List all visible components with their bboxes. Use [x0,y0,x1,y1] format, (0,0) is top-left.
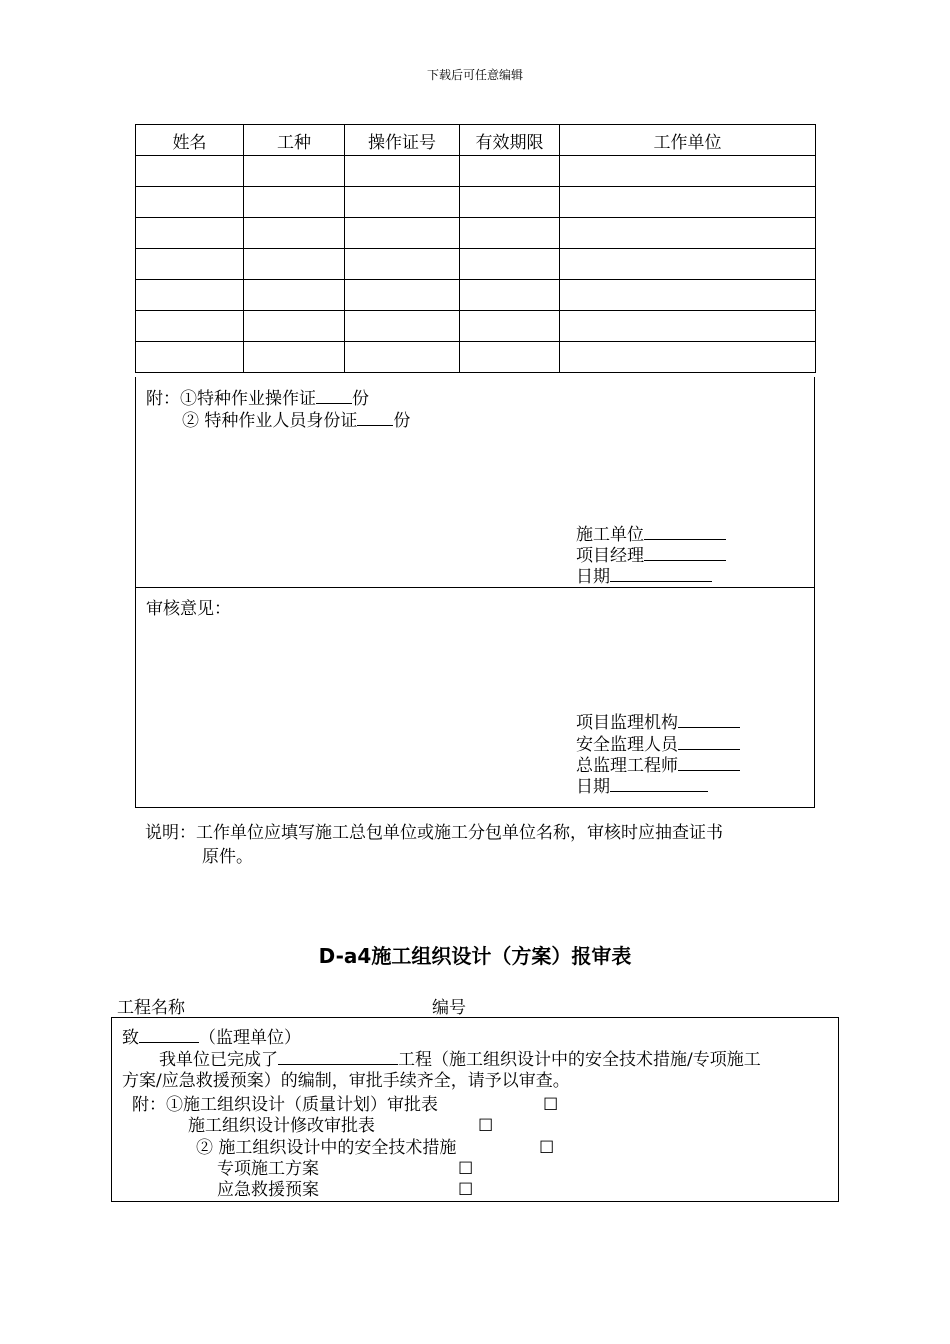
attachment-prefix: 附： [146,389,180,409]
note-prefix: 说明： [145,823,196,843]
table-row [136,280,816,311]
supervision-agency-blank[interactable] [678,711,740,728]
table-cell[interactable] [244,187,345,218]
table-cell[interactable] [460,249,560,280]
id-count-blank[interactable] [357,409,393,426]
table-row [136,156,816,187]
chief-engineer-label: 总监理工程师 [576,756,678,776]
project-blank[interactable] [278,1048,398,1065]
review-date-line [576,775,708,798]
form-attachment-1 [132,1094,438,1116]
addressee-line [122,1026,301,1049]
supervision-unit-blank[interactable] [139,1026,199,1043]
table-cell[interactable] [136,187,244,218]
form-attach-item-4: 专项施工方案 [217,1159,319,1179]
table-cell[interactable] [560,187,816,218]
table-cell[interactable] [560,311,816,342]
note-text-1: 工作单位应填写施工总包单位或施工分包单位名称，审核时应抽查证书 [196,823,723,843]
chief-engineer-line [576,754,740,777]
review-date-label: 日期 [576,777,610,797]
contractor-unit-blank[interactable] [644,523,726,540]
safety-supervisor-blank[interactable] [678,733,740,750]
attachment-unit: 份 [393,411,411,431]
project-manager-label: 项目经理 [576,546,644,566]
table-cell[interactable] [460,311,560,342]
review-opinion-label: 审核意见： [146,599,231,619]
form-title: D-a4施工组织设计（方案）报审表 [318,944,632,968]
table-cell[interactable] [244,280,345,311]
table-row [136,342,816,373]
chief-engineer-blank[interactable] [678,754,740,771]
table-cell[interactable] [460,218,560,249]
checkbox[interactable]: ☐ [539,1138,555,1158]
project-manager-line [576,544,726,567]
addressee-suffix: （监理单位） [199,1028,301,1048]
checkbox[interactable]: ☐ [458,1159,474,1179]
header-note: 下载后可任意编辑 [426,68,523,82]
body-line1-suffix: 工程（施工组织设计中的安全技术措施/专项施工 [398,1050,761,1070]
table-cell[interactable] [244,218,345,249]
table-cell[interactable] [460,187,560,218]
form-attach-prefix: 附： [132,1095,166,1115]
table-cell[interactable] [136,218,244,249]
table-cell[interactable] [345,249,460,280]
table-row [136,218,816,249]
col-header-employer: 工作单位 [560,125,816,156]
table-cell[interactable] [136,156,244,187]
body-line-2: 方案/应急救援预案）的编制，审批手续齐全，请予以审查。 [122,1071,570,1091]
body-prefix: 我单位已完成了 [159,1050,278,1070]
col-header-validity: 有效期限 [460,125,560,156]
attachment-line-2 [182,409,410,432]
col-header-cert-no: 操作证号 [345,125,460,156]
table-cell[interactable] [460,280,560,311]
table-cell[interactable] [136,280,244,311]
table-cell[interactable] [560,156,816,187]
body-line-1 [159,1048,761,1071]
table-row [136,311,816,342]
personnel-table [135,124,816,373]
number-label: 编号 [432,998,466,1018]
submission-section [111,1017,839,1202]
table-cell[interactable] [560,342,816,373]
col-header-trade: 工种 [244,125,345,156]
note-line-2: 原件。 [202,847,253,867]
table-cell[interactable] [560,249,816,280]
table-row [136,249,816,280]
table-cell[interactable] [345,311,460,342]
safety-supervisor-label: 安全监理人员 [576,735,678,755]
table-cell[interactable] [345,280,460,311]
table-cell[interactable] [244,342,345,373]
table-cell[interactable] [244,156,345,187]
attachment-unit: 份 [352,389,369,409]
table-cell[interactable] [345,156,460,187]
table-cell[interactable] [345,342,460,373]
table-cell[interactable] [136,249,244,280]
table-cell[interactable] [460,342,560,373]
attachment-item-cert: ①特种作业操作证 [180,389,316,409]
project-manager-blank[interactable] [644,544,726,561]
contractor-unit-line [576,523,726,546]
table-cell[interactable] [136,342,244,373]
attachments-section [135,377,815,588]
safety-supervisor-line [576,733,740,756]
contractor-date-label: 日期 [576,567,610,587]
col-header-name: 姓名 [136,125,244,156]
contractor-date-line [576,565,712,588]
cert-count-blank[interactable] [316,387,352,404]
table-cell[interactable] [244,311,345,342]
supervision-agency-line [576,711,740,734]
form-attach-item-5: 应急救援预案 [217,1180,319,1200]
supervision-agency-label: 项目监理机构 [576,713,678,733]
table-cell[interactable] [460,156,560,187]
table-cell[interactable] [560,280,816,311]
explanation-note [145,821,825,869]
table-cell[interactable] [345,187,460,218]
table-header-row [136,125,816,156]
attachment-line-1 [146,387,369,410]
review-section [135,587,815,808]
table-row [136,187,816,218]
addressee-prefix: 致 [122,1028,139,1048]
table-cell[interactable] [244,249,345,280]
table-cell[interactable] [560,218,816,249]
form-attach-item-2: 施工组织设计修改审批表 [188,1116,375,1136]
checkbox[interactable]: ☐ [543,1095,559,1115]
review-date-blank[interactable] [610,775,708,792]
table-cell[interactable] [136,311,244,342]
form-attach-item-1: ①施工组织设计（质量计划）审批表 [166,1095,438,1115]
note-line-1 [145,821,825,845]
checkbox[interactable]: ☐ [458,1180,474,1200]
form-attach-item-3: ② 施工组织设计中的安全技术措施 [196,1138,457,1158]
project-name-label: 工程名称 [117,998,185,1018]
table-cell[interactable] [345,218,460,249]
contractor-unit-label: 施工单位 [576,525,644,545]
contractor-date-blank[interactable] [610,565,712,582]
checkbox[interactable]: ☐ [478,1116,494,1136]
attachment-item-id: ② 特种作业人员身份证 [182,411,358,431]
